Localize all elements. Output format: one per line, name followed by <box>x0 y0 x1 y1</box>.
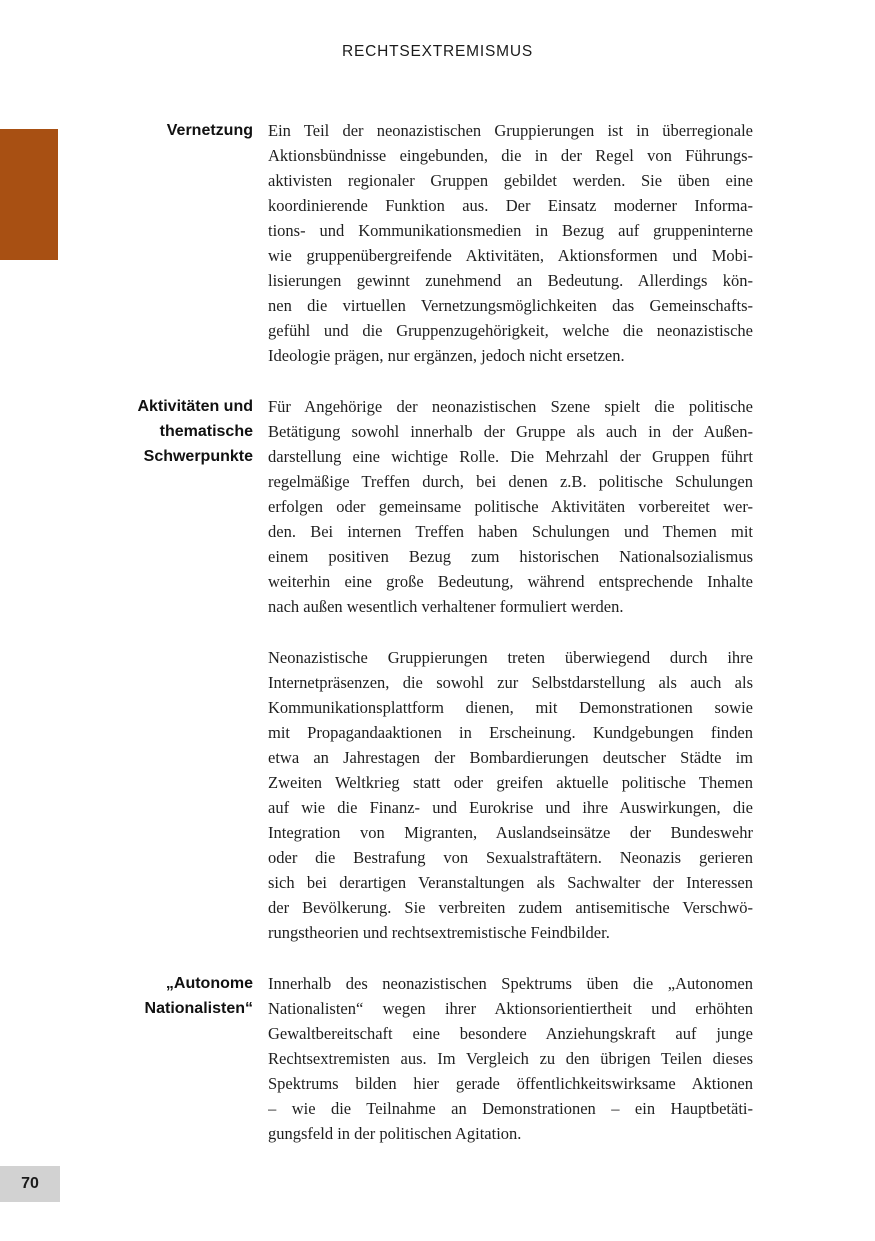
page-number-box <box>0 1166 60 1202</box>
body-text-line: sich bei derartigen Veranstaltungen als Sachwalter der Interessen <box>268 873 753 892</box>
body-text-line: Rechtsextremisten aus. Im Vergleich zu den übrigen Teilen dieses <box>268 1049 753 1068</box>
body-text-line: – wie die Teilnahme an Demonstrationen – ein Hauptbetäti- <box>268 1099 753 1118</box>
body-text-line: wie gruppenübergreifende Aktivitäten, Aktionsformen und Mobi- <box>268 246 753 265</box>
body-text-line: auf wie die Finanz- und Eurokrise und ihre Auswirkungen, die <box>268 798 753 817</box>
text-section <box>0 971 753 1146</box>
paragraph <box>268 118 753 368</box>
text-section <box>0 645 753 945</box>
margin-label-line: Aktivitäten und <box>137 398 253 415</box>
body-text-line: lisierungen gewinnt zunehmend an Bedeutung. Allerdings kön- <box>268 271 753 290</box>
margin-label-line: Schwerpunkte <box>143 448 253 465</box>
margin-label-line: Nationalisten“ <box>144 1000 253 1017</box>
paragraph <box>268 971 753 1146</box>
margin-label <box>0 645 253 945</box>
body-text-line: Gewaltbereitschaft eine besondere Anziehungskraft auf junge <box>268 1024 753 1043</box>
body-text-line: Integration von Migranten, Auslandseinsätze der Bundeswehr <box>268 823 753 842</box>
body-text-line: Nationalisten“ wegen ihrer Aktionsorientiertheit und erhöhten <box>268 999 753 1018</box>
body-text-line: gungsfeld in der politischen Agitation. <box>268 1124 522 1143</box>
content <box>0 118 753 1146</box>
page-number: 70 <box>21 1175 39 1192</box>
body-text-line: Neonazistische Gruppierungen treten überwiegend durch ihre <box>268 648 753 667</box>
body-text-line: oder die Bestrafung von Sexualstraftätern. Neonazis gerieren <box>268 848 753 867</box>
body-text-line: gefühl und die Gruppenzugehörigkeit, welche die neonazistische <box>268 321 753 340</box>
body-text-line: Ideologie prägen, nur ergänzen, jedoch nicht ersetzen. <box>268 346 625 365</box>
body-text-line: Kommunikationsplattform dienen, mit Demonstrationen sowie <box>268 698 753 717</box>
body-text-line: nen die virtuellen Vernetzungsmöglichkeiten das Gemeinschafts- <box>268 296 753 315</box>
body-text-line: Zweiten Weltkrieg statt oder greifen aktuelle politische Themen <box>268 773 753 792</box>
body-text-line: etwa an Jahrestagen der Bombardierungen deutscher Städte im <box>268 748 753 767</box>
body-text-line: Aktionsbündnisse eingebunden, die in der Regel von Führungs- <box>268 146 753 165</box>
body-text-line: den. Bei internen Treffen haben Schulungen und Themen mit <box>268 522 753 541</box>
body-text-line: rungstheorien und rechtsextremistische Feindbilder. <box>268 923 610 942</box>
margin-label-line: Vernetzung <box>166 122 253 139</box>
margin-label <box>0 118 253 368</box>
text-section <box>0 118 753 368</box>
margin-label-line: „Autonome <box>165 975 253 992</box>
margin-label-line: thematische <box>159 423 253 440</box>
text-section <box>0 394 753 619</box>
paragraph <box>268 645 753 945</box>
body-text-line: Ein Teil der neonazistischen Gruppierungen ist in überregionale <box>268 121 753 140</box>
paragraph <box>268 394 753 619</box>
body-text-line: nach außen wesentlich verhaltener formuliert werden. <box>268 597 624 616</box>
body-text-line: einem positiven Bezug zum historischen Nationalsozialismus <box>268 547 753 566</box>
body-text-line: Betätigung sowohl innerhalb der Gruppe als auch in der Außen- <box>268 422 753 441</box>
margin-label <box>0 394 253 619</box>
body-text-line: aktivisten regionaler Gruppen gebildet werden. Sie üben eine <box>268 171 753 190</box>
body-text-line: Innerhalb des neonazistischen Spektrums üben die „Autonomen <box>268 974 753 993</box>
body-text-line: Internetpräsenzen, die sowohl zur Selbstdarstellung als auch als <box>268 673 753 692</box>
running-header: RECHTSEXTREMISMUS <box>341 43 533 60</box>
body-text-line: koordinierende Funktion aus. Der Einsatz moderner Informa- <box>268 196 753 215</box>
body-text-line: weiterhin eine große Bedeutung, während entsprechende Inhalte <box>268 572 753 591</box>
body-text-line: mit Propagandaaktionen in Erscheinung. Kundgebungen finden <box>268 723 753 742</box>
body-text-line: der Bevölkerung. Sie verbreiten zudem antisemitische Verschwö- <box>268 898 753 917</box>
body-text-line: erfolgen oder gemeinsame politische Aktivitäten vorbereitet wer- <box>268 497 753 516</box>
body-text-line: regelmäßige Treffen durch, bei denen z.B. politische Schulungen <box>268 472 753 491</box>
margin-label <box>0 971 253 1146</box>
body-text-line: Spektrums bilden hier gerade öffentlichkeitswirksame Aktionen <box>268 1074 753 1093</box>
body-text-line: tions- und Kommunikationsmedien in Bezug auf gruppeninterne <box>268 221 753 240</box>
body-text-line: Für Angehörige der neonazistischen Szene spielt die politische <box>268 397 753 416</box>
body-text-line: darstellung eine wichtige Rolle. Die Mehrzahl der Gruppen führt <box>268 447 753 466</box>
